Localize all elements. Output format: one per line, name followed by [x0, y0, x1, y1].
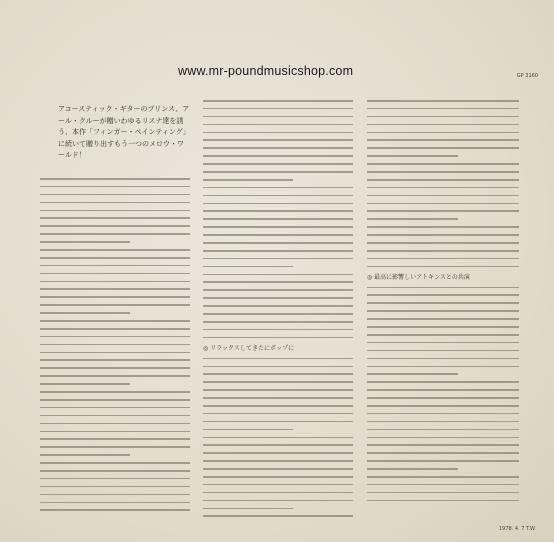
text-line — [203, 250, 353, 252]
text-line — [367, 124, 519, 126]
text-line — [40, 375, 190, 377]
text-line — [203, 500, 353, 502]
text-line — [203, 139, 353, 141]
text-line — [203, 108, 353, 110]
text-line — [40, 257, 190, 259]
text-line — [203, 218, 353, 220]
text-line — [367, 266, 519, 268]
text-line — [367, 373, 458, 375]
text-line — [367, 350, 519, 352]
text-line — [40, 186, 190, 188]
text-line — [40, 367, 190, 369]
text-line — [367, 147, 519, 149]
text-line — [367, 195, 519, 197]
text-line — [367, 302, 519, 304]
text-line — [203, 203, 353, 205]
text-line — [203, 452, 353, 454]
text-line — [40, 225, 190, 227]
text-line — [40, 509, 190, 511]
text-line — [40, 454, 130, 456]
text-line — [40, 320, 190, 322]
text-line — [367, 484, 519, 486]
text-line — [367, 413, 519, 415]
text-line — [367, 108, 519, 110]
text-line — [40, 178, 190, 180]
text-line — [203, 515, 353, 517]
text-line — [40, 241, 130, 243]
text-line — [367, 100, 519, 102]
article-headline: アコースティック・ギターのプリンス、アール・クルーが贈いわゆるリスナ達を誘う、本作「フィンガー・ペインティング」に続いて贈り出すもう一つのメロウ・ワールド！ — [58, 105, 190, 159]
text-line — [40, 281, 190, 283]
text-line — [203, 155, 353, 157]
text-line — [367, 258, 519, 260]
text-line — [40, 407, 190, 409]
text-line — [367, 139, 519, 141]
date-signature: 1978. 4. 7 T.W. — [498, 526, 536, 532]
text-line — [203, 329, 353, 331]
text-line — [203, 405, 353, 407]
text-line — [367, 429, 519, 431]
text-line — [203, 460, 353, 462]
text-line — [203, 337, 353, 339]
text-line — [203, 289, 353, 291]
text-line — [203, 484, 353, 486]
text-line — [40, 359, 190, 361]
text-line — [40, 391, 190, 393]
text-column-3 — [367, 100, 519, 518]
text-line — [203, 373, 353, 375]
text-line — [367, 210, 519, 212]
text-line — [203, 147, 353, 149]
text-line — [367, 421, 519, 423]
text-line — [40, 288, 190, 290]
text-line — [203, 468, 353, 470]
text-line — [203, 508, 293, 510]
text-line — [367, 468, 458, 470]
text-line — [367, 116, 519, 118]
text-line — [367, 287, 519, 289]
text-line — [367, 397, 519, 399]
text-line — [203, 389, 353, 391]
text-line — [40, 249, 190, 251]
text-line — [203, 124, 353, 126]
text-line — [40, 202, 190, 204]
text-line — [367, 242, 519, 244]
text-line — [203, 444, 353, 446]
text-line — [40, 352, 190, 354]
text-line — [203, 366, 353, 368]
text-line — [203, 421, 353, 423]
text-line — [40, 344, 190, 346]
text-line — [367, 389, 519, 391]
text-column-1 — [40, 178, 190, 518]
text-line — [367, 492, 519, 494]
text-line — [40, 265, 190, 267]
text-line — [40, 415, 190, 417]
text-line — [367, 381, 519, 383]
text-line — [203, 274, 353, 276]
text-line — [40, 273, 190, 275]
text-line — [40, 502, 190, 504]
text-line — [367, 358, 519, 360]
text-line — [40, 304, 190, 306]
text-line — [40, 462, 190, 464]
text-line — [203, 313, 353, 315]
text-line — [367, 476, 519, 478]
catalog-number: GP 3160 — [516, 73, 538, 79]
text-line — [203, 210, 353, 212]
text-line — [40, 494, 190, 496]
text-line — [40, 431, 190, 433]
text-line — [40, 210, 190, 212]
watermark-url: www.mr-poundmusicshop.com — [178, 64, 354, 78]
text-line — [203, 381, 353, 383]
text-line — [367, 155, 458, 157]
text-line — [203, 281, 353, 283]
text-line — [203, 397, 353, 399]
text-line — [367, 452, 519, 454]
text-line — [367, 218, 458, 220]
text-line — [367, 334, 519, 336]
text-line — [367, 163, 519, 165]
text-line — [367, 500, 519, 502]
text-line — [367, 437, 519, 439]
text-line — [367, 310, 519, 312]
text-line — [40, 478, 190, 480]
text-line — [203, 132, 353, 134]
text-line — [367, 234, 519, 236]
text-column-2 — [203, 100, 353, 518]
text-line — [367, 179, 519, 181]
text-line — [367, 171, 519, 173]
text-line — [203, 187, 353, 189]
text-line — [367, 405, 519, 407]
text-line — [203, 476, 353, 478]
text-line — [367, 132, 519, 134]
text-line — [203, 234, 353, 236]
text-line — [367, 326, 519, 328]
text-line — [203, 492, 353, 494]
text-line — [203, 358, 353, 360]
text-line — [367, 226, 519, 228]
text-line — [203, 266, 293, 268]
text-line — [203, 321, 353, 323]
text-line — [203, 116, 353, 118]
text-line — [203, 437, 353, 439]
text-line — [367, 187, 519, 189]
text-line — [40, 328, 190, 330]
section-heading-atkins: ◎ 最高に影響しいアトキンスとの共演 — [367, 273, 470, 281]
text-line — [203, 195, 353, 197]
text-line — [367, 342, 519, 344]
text-line — [40, 217, 190, 219]
text-line — [203, 258, 353, 260]
text-line — [40, 296, 190, 298]
text-line — [367, 444, 519, 446]
text-line — [40, 446, 190, 448]
text-line — [203, 171, 353, 173]
text-line — [367, 250, 519, 252]
text-line — [40, 312, 130, 314]
text-line — [40, 423, 190, 425]
text-line — [40, 470, 190, 472]
text-line — [203, 429, 293, 431]
text-line — [40, 399, 190, 401]
text-line — [203, 226, 353, 228]
text-line — [367, 366, 519, 368]
text-line — [203, 179, 293, 181]
text-line — [203, 297, 353, 299]
text-line — [40, 383, 130, 385]
text-line — [40, 233, 190, 235]
text-line — [40, 336, 190, 338]
text-line — [367, 203, 519, 205]
text-line — [203, 163, 353, 165]
text-line — [40, 438, 190, 440]
text-line — [203, 413, 353, 415]
text-line — [203, 305, 353, 307]
text-line — [40, 194, 190, 196]
text-line — [367, 318, 519, 320]
text-line — [203, 100, 353, 102]
section-heading-pop: ◎ リラックスしてきたにポップに — [203, 344, 294, 352]
text-line — [203, 242, 353, 244]
text-line — [367, 460, 519, 462]
text-line — [40, 486, 190, 488]
text-line — [367, 294, 519, 296]
